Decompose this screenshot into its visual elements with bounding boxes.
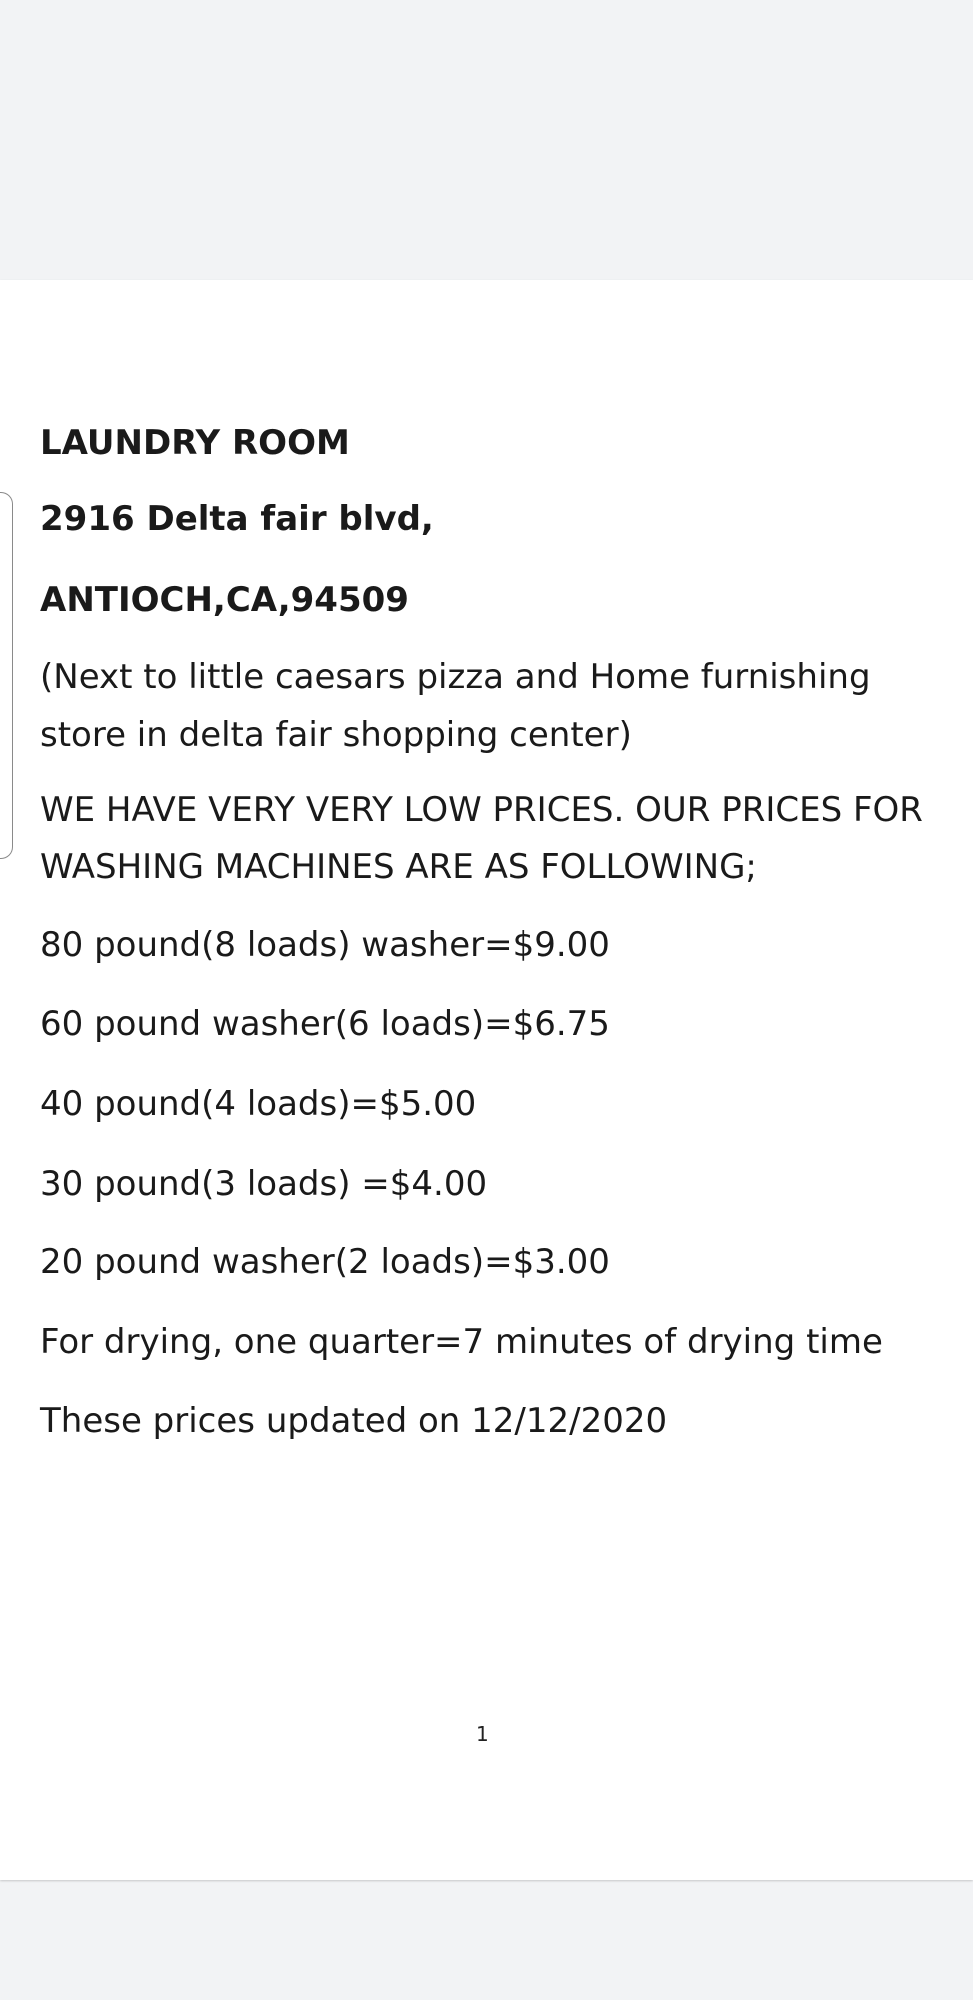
location-note-line-1: (Next to little caesars pizza and Home furnishing	[40, 657, 871, 697]
intro-line-1: WE HAVE VERY VERY LOW PRICES. OUR PRICES FOR	[40, 790, 923, 830]
address-street: 2916 Delta fair blvd,	[40, 499, 434, 539]
price-item: 20 pound washer(2 loads)=$3.00	[40, 1242, 610, 1282]
price-item: 30 pound(3 loads) =$4.00	[40, 1164, 488, 1204]
intro-line-2: WASHING MACHINES ARE AS FOLLOWING;	[40, 847, 757, 887]
price-item: 60 pound washer(6 loads)=$6.75	[40, 1004, 610, 1044]
document-title: LAUNDRY ROOM	[40, 423, 350, 463]
drying-note: For drying, one quarter=7 minutes of drying time	[40, 1322, 883, 1362]
address-city: ANTIOCH,CA,94509	[40, 580, 409, 620]
document-page	[0, 280, 973, 1880]
price-item: 40 pound(4 loads)=$5.00	[40, 1084, 477, 1124]
page-number: 1	[476, 1722, 489, 1746]
price-item: 80 pound(8 loads) washer=$9.00	[40, 925, 610, 965]
updated-note: These prices updated on 12/12/2020	[40, 1401, 668, 1441]
edge-bracket-mark	[0, 492, 13, 859]
location-note-line-2: store in delta fair shopping center)	[40, 715, 632, 755]
